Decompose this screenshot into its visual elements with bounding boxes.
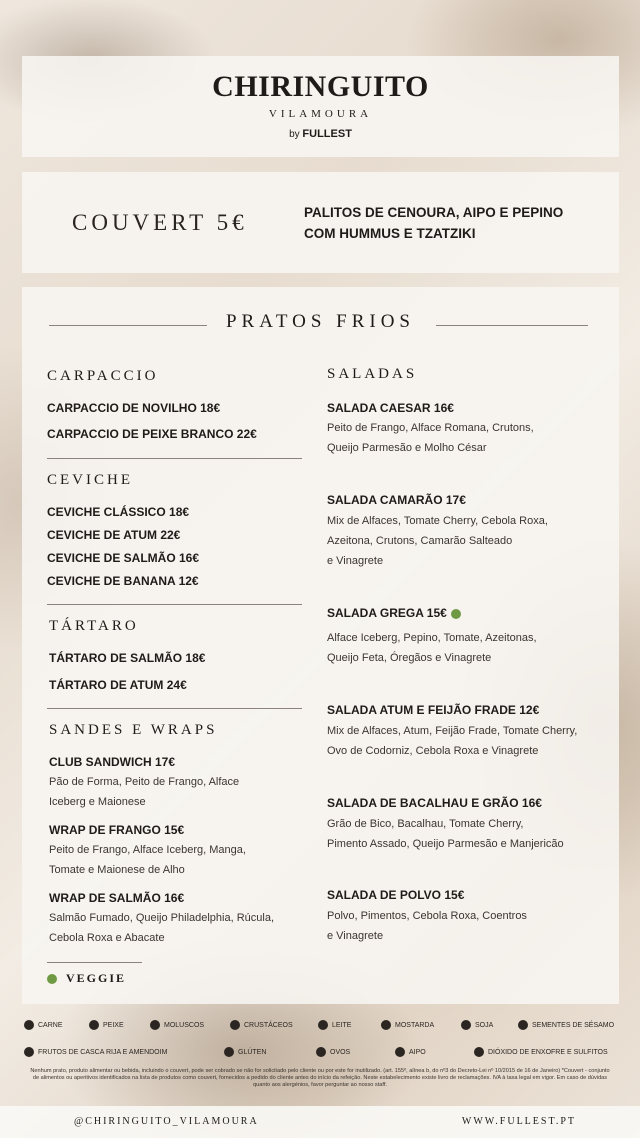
celery-icon	[395, 1047, 405, 1057]
couvert-title: COUVERT 5€	[72, 210, 248, 235]
allergen-label: SEMENTES DE SÉSAMO	[532, 1021, 615, 1029]
allergen-peixe	[89, 1020, 124, 1030]
veggie-legend	[47, 971, 126, 986]
menu-item	[327, 606, 461, 620]
divider	[47, 962, 142, 963]
footer-bar	[0, 1106, 640, 1138]
description-line: e Vinagrete	[327, 555, 384, 567]
allergen-label: SOJA	[475, 1021, 494, 1029]
menu-item: WRAP DE FRANGO 15€	[49, 823, 185, 837]
menu-item: CARPACCIO DE PEIXE BRANCO 22€	[47, 427, 257, 441]
item-description	[327, 814, 564, 854]
veggie-label: VEGGIE	[66, 971, 127, 985]
allergen-leite	[318, 1020, 351, 1030]
ceviche-heading: CEVICHE	[47, 472, 133, 488]
description-line: Azeitona, Crutons, Camarão Salteado	[327, 535, 513, 547]
instagram-handle[interactable]: @CHIRINGUITO_VILAMOURA	[74, 1116, 259, 1127]
allergen-aipo	[395, 1047, 426, 1057]
partner-name: FULLEST	[302, 128, 352, 140]
allergen-ovos	[316, 1047, 350, 1057]
brand-logo: CHIRINGUITO	[212, 70, 429, 103]
website-link[interactable]: WWW.FULLEST.PT	[461, 1116, 576, 1127]
allergen-label: MOLUSCOS	[164, 1021, 205, 1029]
title-rule-right	[436, 325, 588, 326]
sulphite-icon	[474, 1047, 484, 1057]
allergen-label: OVOS	[330, 1048, 351, 1056]
allergen-soja	[461, 1020, 493, 1030]
section-title: PRATOS FRIOS	[225, 311, 415, 332]
menu-item: SALADA DE BACALHAU E GRÃO 16€	[327, 796, 542, 810]
allergen-carne	[24, 1020, 63, 1030]
item-description	[327, 721, 577, 761]
allergen-crustaceos	[230, 1020, 293, 1030]
description-line: Mix de Alfaces, Tomate Cherry, Cebola Roxa,	[327, 515, 548, 527]
couvert-description	[304, 202, 604, 244]
allergen-label: GLÚTEN	[238, 1048, 267, 1056]
crustacean-icon	[230, 1020, 240, 1030]
menu-item: CEVICHE DE BANANA 12€	[47, 574, 199, 588]
item-name: SALADA GREGA 15€	[327, 606, 447, 620]
menu-item: TÁRTARO DE SALMÃO 18€	[49, 651, 206, 665]
description-line: Pão de Forma, Peito de Frango, Alface	[49, 776, 240, 788]
description-line: Peito de Frango, Alface Iceberg, Manga,	[49, 844, 246, 856]
description-line: Polvo, Pimentos, Cebola Roxa, Coentros	[327, 910, 527, 922]
description-line: Pimento Assado, Queijo Parmesão e Manjericão	[327, 838, 564, 850]
allergen-frutos	[24, 1047, 167, 1057]
veggie-dot-icon	[451, 609, 461, 619]
item-description	[327, 628, 537, 668]
description-line: Alface Iceberg, Pepino, Tomate, Azeitonas,	[327, 632, 537, 644]
menu-item: WRAP DE SALMÃO 16€	[49, 891, 185, 905]
allergen-sulfitos	[474, 1047, 608, 1057]
description-line: Ovo de Codorniz, Cebola Roxa e Vinagrete	[327, 745, 539, 757]
fish-icon	[89, 1020, 99, 1030]
divider	[47, 458, 302, 459]
item-description	[327, 906, 527, 946]
couvert-panel	[22, 172, 619, 273]
location-label: VILAMOURA	[268, 108, 373, 120]
allergen-label: CRUSTÁCEOS	[244, 1021, 293, 1029]
couvert-line-2: COM HUMMUS E TZATZIKI	[304, 226, 476, 241]
allergen-label: FRUTOS DE CASCA RIJA E AMENDOIM	[38, 1048, 168, 1056]
mustard-icon	[381, 1020, 391, 1030]
allergen-label: CARNE	[38, 1021, 63, 1029]
carpaccio-heading: CARPACCIO	[47, 368, 159, 384]
allergen-sesamo	[518, 1020, 614, 1030]
description-line: Mix de Alfaces, Atum, Feijão Frade, Tomate Cherry,	[327, 725, 578, 737]
divider	[47, 708, 302, 709]
menu-item: TÁRTARO DE ATUM 24€	[49, 678, 187, 692]
sesame-icon	[518, 1020, 528, 1030]
partner-byline	[22, 128, 619, 140]
description-line: Cebola Roxa e Abacate	[49, 932, 165, 944]
menu-item: SALADA CAESAR 16€	[327, 401, 454, 415]
allergen-label: MOSTARDA	[395, 1021, 435, 1029]
menu-item: CEVICHE DE SALMÃO 16€	[47, 551, 200, 565]
allergen-label: AIPO	[409, 1048, 426, 1056]
legal-notice: Nenhum prato, produto alimentar ou bebida, incluindo o couvert, pode ser cobrado se não for solicitado pelo cliente ou por este for inutilizado. (art. 155º, alínea b, do nº3 do Decreto-Lei nº 10/2015 de 16 de Janeiro) *Couvert - conjunto de alimentos ou aperitivos identificados na lista de produtos como couvert, fornecidos a pedido do cliente antes do início da refeição. Neste estabelecimento existe livro de reclamações. IVA à taxa legal em vigor. Em caso de dúvidas quanto aos alergénios, favor perguntar ao nosso staff.	[30, 1068, 610, 1088]
description-line: Tomate e Maionese de Alho	[49, 864, 185, 876]
item-description	[49, 840, 246, 880]
couvert-line-1: PALITOS DE CENOURA, AIPO E PEPINO	[304, 205, 564, 220]
menu-item: SALADA CAMARÃO 17€	[327, 493, 466, 507]
item-description	[49, 908, 274, 948]
allergen-gluten	[224, 1047, 266, 1057]
allergen-moluscos	[150, 1020, 204, 1030]
nut-icon	[24, 1047, 34, 1057]
menu-item: CARPACCIO DE NOVILHO 18€	[47, 401, 221, 415]
allergen-label: LEITE	[332, 1021, 352, 1029]
divider	[47, 604, 302, 605]
sandes-heading: SANDES E WRAPS	[49, 722, 218, 738]
description-line: Queijo Feta, Óregãos e Vinagrete	[327, 652, 492, 664]
description-line: Iceberg e Maionese	[49, 796, 146, 808]
allergen-label: DIÓXIDO DE ENXOFRE E SULFITOS	[488, 1048, 608, 1056]
item-description	[49, 772, 239, 812]
header-panel	[22, 56, 619, 157]
veggie-dot-icon	[47, 974, 57, 984]
description-line: e Vinagrete	[327, 930, 384, 942]
menu-panel	[22, 287, 619, 1004]
menu-item: CLUB SANDWICH 17€	[49, 755, 176, 769]
description-line: Grão de Bico, Bacalhau, Tomate Cherry,	[327, 818, 524, 830]
by-label: by	[289, 129, 300, 140]
item-description	[327, 418, 534, 458]
menu-item: CEVICHE CLÁSSICO 18€	[47, 505, 190, 519]
description-line: Salmão Fumado, Queijo Philadelphia, Rúcula,	[49, 912, 275, 924]
gluten-icon	[224, 1047, 234, 1057]
item-description	[327, 511, 548, 571]
soy-icon	[461, 1020, 471, 1030]
menu-item: SALADA DE POLVO 15€	[327, 888, 465, 902]
menu-item: SALADA ATUM E FEIJÃO FRADE 12€	[327, 703, 540, 717]
description-line: Peito de Frango, Alface Romana, Crutons,	[327, 422, 534, 434]
tartaro-heading: TÁRTARO	[49, 618, 139, 634]
allergen-label: PEIXE	[103, 1021, 124, 1029]
egg-icon	[316, 1047, 326, 1057]
menu-item: CEVICHE DE ATUM 22€	[47, 528, 181, 542]
milk-icon	[318, 1020, 328, 1030]
description-line: Queijo Parmesão e Molho César	[327, 442, 487, 454]
mollusc-icon	[150, 1020, 160, 1030]
meat-icon	[24, 1020, 34, 1030]
saladas-heading: SALADAS	[327, 366, 418, 382]
allergen-mostarda	[381, 1020, 434, 1030]
